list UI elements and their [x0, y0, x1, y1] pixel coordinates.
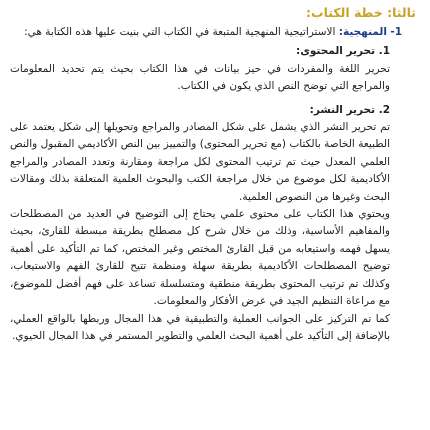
spacer — [10, 96, 416, 100]
section-number: ثالثا: — [387, 5, 416, 20]
item1-text: تحرير اللغة والمفردات في حيز بيانات في هذا الكتاب بحيث يتم تحديد المعلومات والمراجع التي توضح النص الذي يكون في الكتاب. — [10, 62, 390, 93]
item2-title: 2. تحرير النشر: — [309, 103, 390, 116]
item2-paragraph-3: كما تم التركيز على الجوانب العملية والتطبيقية في هذا المجال وربطها بالواقع العملي، بالإضافة إلى التأكيد على أهمية البحث العلمي والتطوير المستمر في هذا المجال الحيوي. — [10, 312, 390, 342]
item1-title: 1. تحرير المحتوى: — [296, 45, 390, 58]
section-title: خطة الكتاب: — [306, 5, 383, 20]
methodology-paragraph — [10, 24, 416, 41]
methodology-prefix: 1- — [390, 26, 402, 38]
item2-paragraph-1: تم تحرير النشر الذي يشمل على شكل المصادر والمراجع وتحويلها إلى شكل يعتمد على الطبيعة الخاصة بالكتاب (مع تحرير المحتوى) والتمييز بين النص الأكاديمي المقبول والنص العلمي المعدل حيث تم ترتيب المحتوى لكل مراجعة ومقارنة وتعدد المصادر والمراجع الأكاديمية لكل موضوع من خلال مراجعة الكتب والبحوث العلمية المتعلقة بذلك ومقالات البحث وغيرها من النصوص العلمية. — [10, 121, 390, 203]
section-heading — [10, 4, 416, 22]
methodology-label: المنهجية: — [338, 26, 387, 38]
methodology-text: الاستراتيجية المنهجية المتبعة في الكتاب التي بنيت عليها هذه الكتابة هي: — [24, 26, 336, 38]
item2-paragraph-2: ويحتوي هذا الكتاب على محتوى علمي يحتاج إلى التوضيح في العديد من المصطلحات والمفاهيم الأساسية، وذلك من خلال شرح كل مصطلح بطريقة مبسطة للقارئ، بحيث يسهل فهمه واستيعابه من قبل القارئ المختص وغير المختص، كما تم التأكيد على أهمية توضيح المصطلحات الأكاديمية بطريقة سهلة ومنظمة تتيح للقارئ الفهم والاستيعاب، وكذلك تم ترتيب المحتوى بطريقة منطقية ومتسلسلة تساعد على فهم أفضل للموضوع، مع مراعاة التنظيم الجيد في عرض الأفكار والمعلومات. — [10, 208, 390, 308]
